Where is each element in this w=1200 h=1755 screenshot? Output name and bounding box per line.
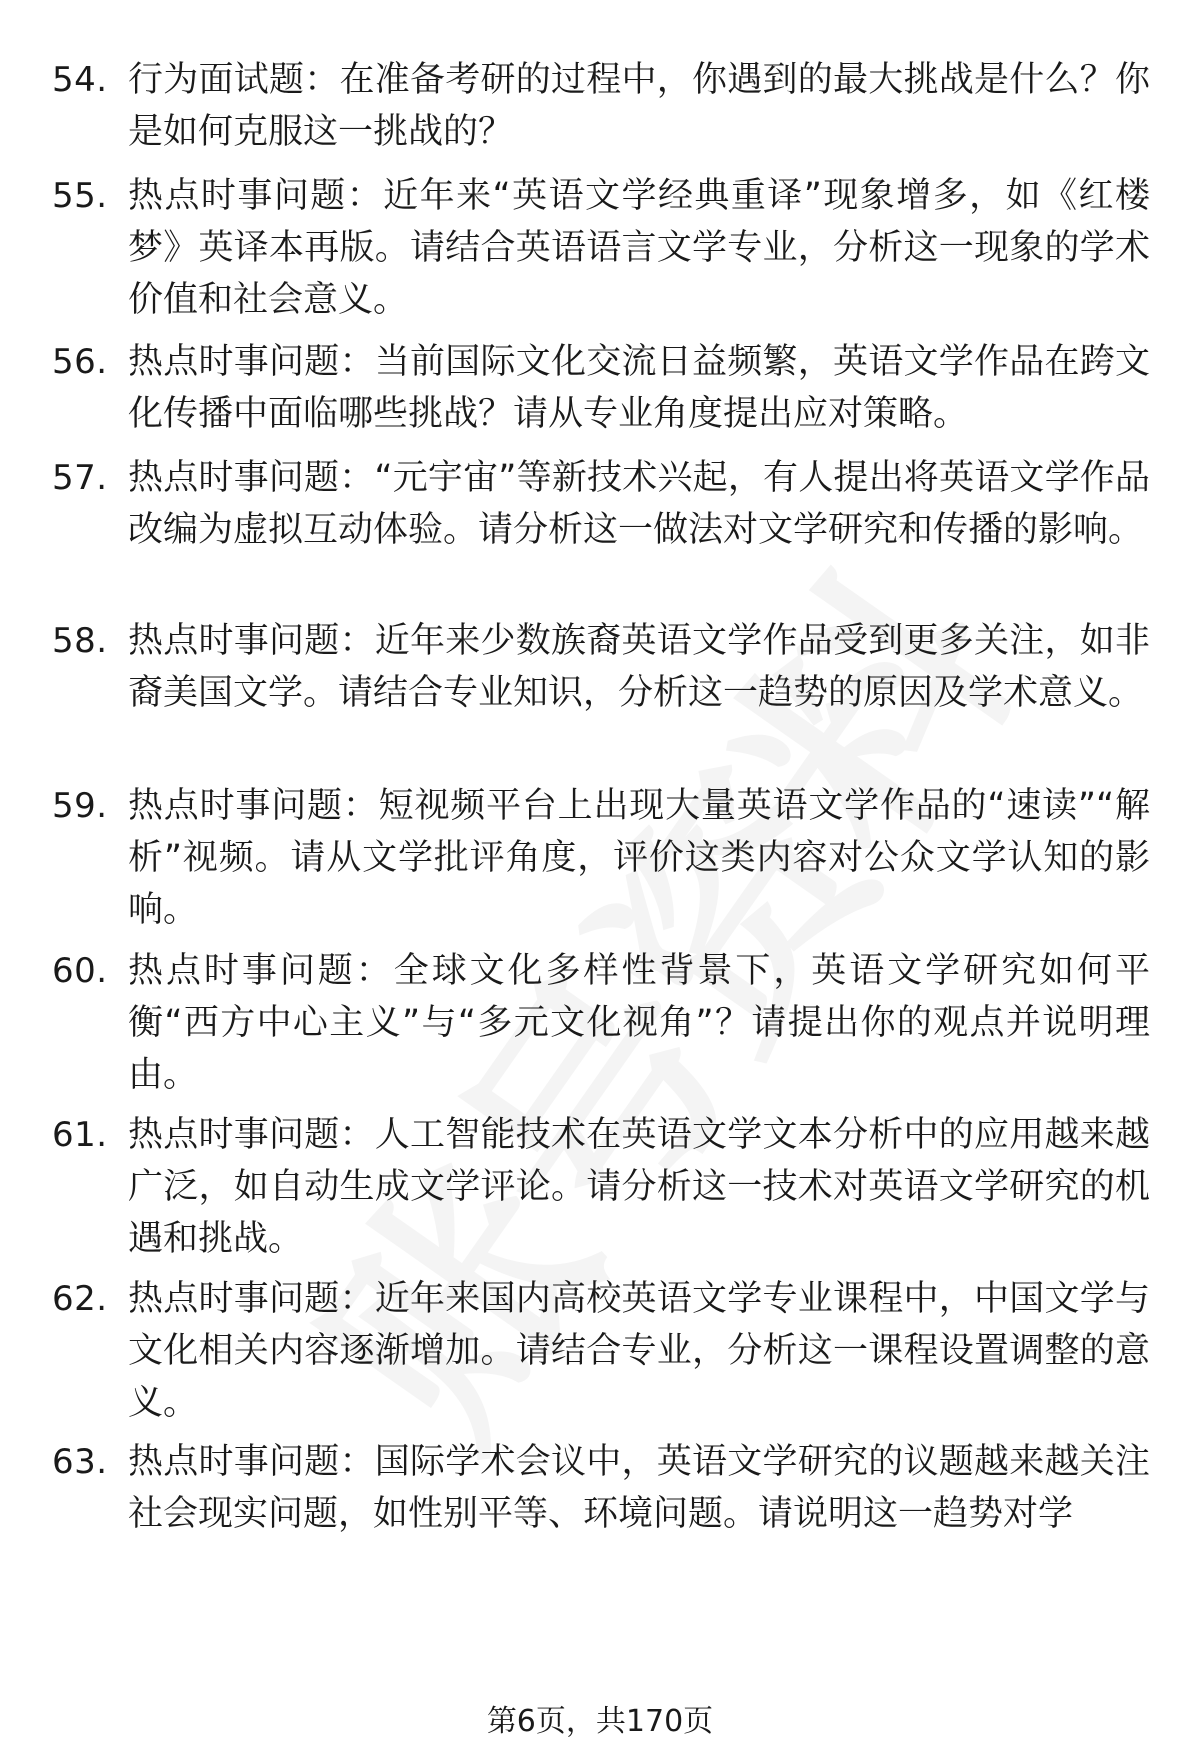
question-text: 热点时事问题：近年来“英语文学经典重译”现象增多，如《红楼梦》英译本再版。请结合英语语言文学专业，分析这一现象的学术价值和社会意义。 — [128, 176, 1150, 320]
question-number: 54. — [52, 60, 108, 100]
question-text: 热点时事问题：人工智能技术在英语文学文本分析中的应用越来越广泛，如自动生成文学评论。请分析这一技术对英语文学研究的机遇和挑战。 — [128, 1115, 1150, 1259]
question-number: 59. — [52, 786, 108, 826]
question-text: 热点时事问题：近年来国内高校英语文学专业课程中，中国文学与文化相关内容逐渐增加。请结合专业，分析这一课程设置调整的意义。 — [128, 1279, 1150, 1423]
question-number: 60. — [52, 951, 108, 991]
question-text: 行为面试题：在准备考研的过程中，你遇到的最大挑战是什么？你是如何克服这一挑战的？ — [128, 60, 1150, 152]
question-number: 62. — [52, 1279, 108, 1319]
question-text: 热点时事问题：短视频平台上出现大量英语文学作品的“速读”“解析”视频。请从文学批评角度，评价这类内容对公众文学认知的影响。 — [128, 786, 1150, 930]
question-text: 热点时事问题：近年来少数族裔英语文学作品受到更多关注，如非裔美国文学。请结合专业知识，分析这一趋势的原因及学术意义。 — [128, 621, 1150, 713]
page-footer: 第6页，共170页 — [0, 1702, 1200, 1742]
question-number: 61. — [52, 1115, 108, 1155]
question-text: 热点时事问题：当前国际文化交流日益频繁，英语文学作品在跨文化传播中面临哪些挑战？请从专业角度提出应对策略。 — [128, 342, 1150, 434]
question-number: 63. — [52, 1442, 108, 1482]
question-number: 58. — [52, 621, 108, 661]
question-text: 热点时事问题：全球文化多样性背景下，英语文学研究如何平衡“西方中心主义”与“多元文化视角”？请提出你的观点并说明理由。 — [128, 951, 1150, 1095]
question-text: 热点时事问题：“元宇宙”等新技术兴起，有人提出将英语文学作品改编为虚拟互动体验。请分析这一做法对文学研究和传播的影响。 — [128, 458, 1150, 550]
question-number: 56. — [52, 342, 108, 382]
question-text: 热点时事问题：国际学术会议中，英语文学研究的议题越来越关注社会现实问题，如性别平等、环境问题。请说明这一趋势对学 — [128, 1442, 1150, 1534]
question-number: 57. — [52, 458, 108, 498]
question-number: 55. — [52, 176, 108, 216]
